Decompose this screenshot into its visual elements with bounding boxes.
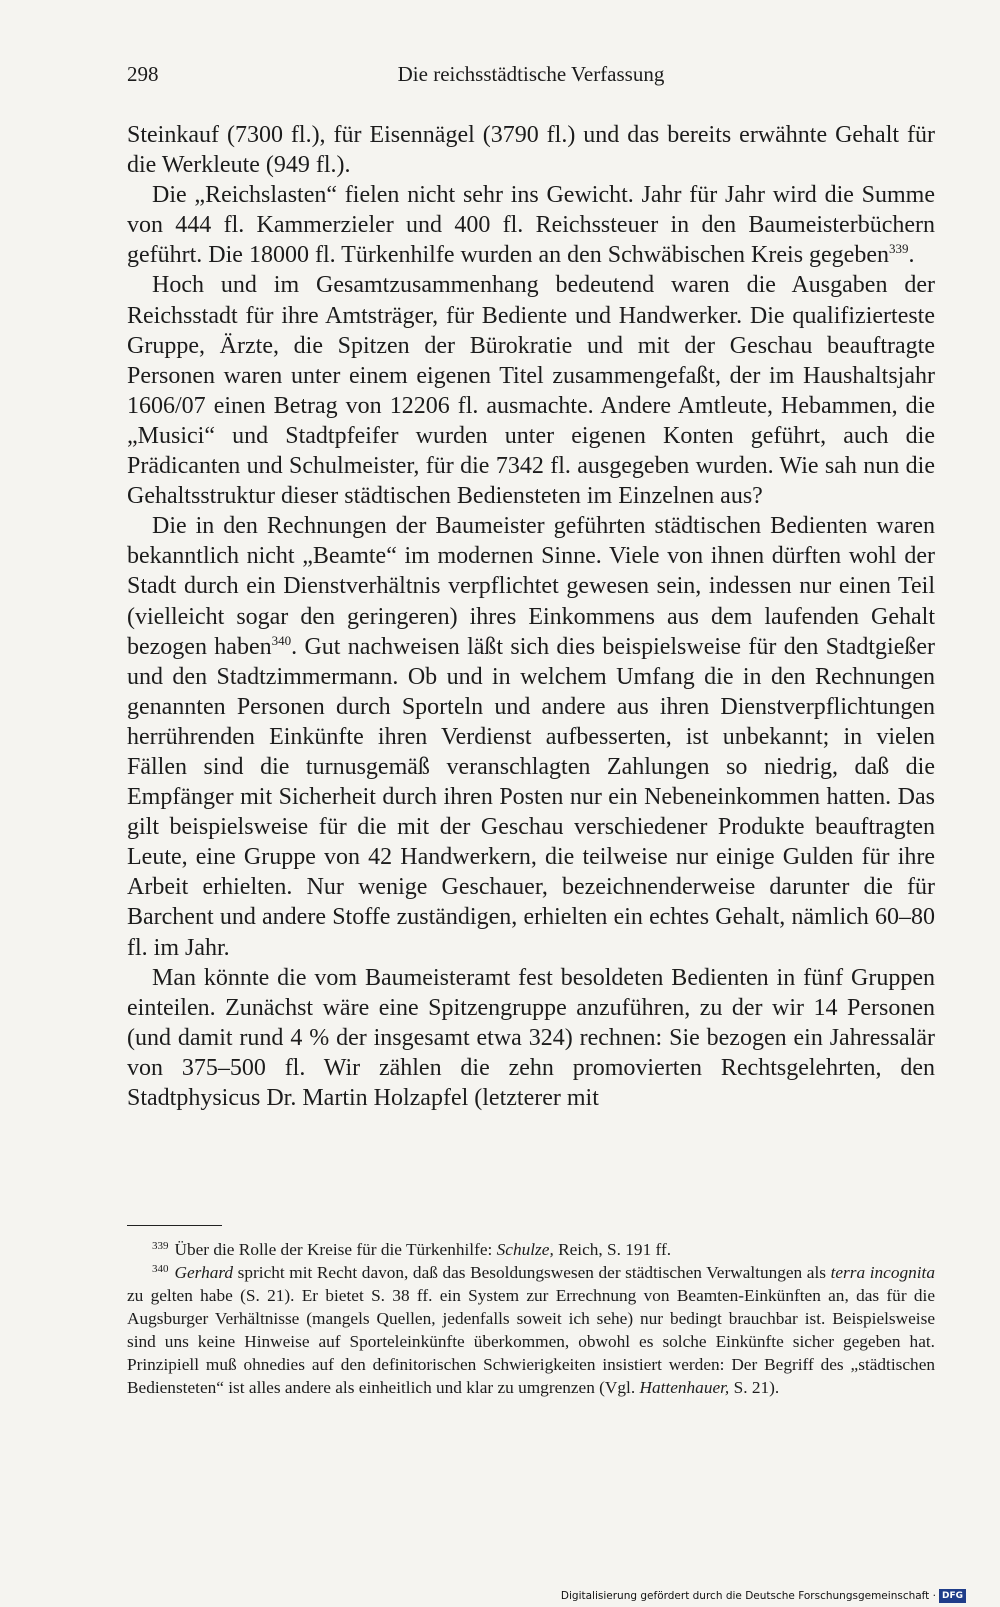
footnote-339-text-b: Reich, S. 191 ff. <box>553 1240 672 1259</box>
digitization-credit <box>561 1588 966 1604</box>
paragraph-2 <box>127 180 935 270</box>
paragraph-2-text: Die „Reichslasten“ fielen nicht sehr ins Gewicht. Jahr für Jahr wird die Summe von 444 fl. Kammerzieler und 400 fl. Reichssteuer in den Baumeisterbüchern geführt. Die 18000 fl. Türkenhilfe wurden an den Schwäbischen Kreis gegeben <box>127 182 935 269</box>
footnote-340-author-2: Hattenhauer, <box>639 1378 730 1397</box>
footnote-339 <box>127 1238 935 1261</box>
footnote-340-text-a: spricht mit Recht davon, daß das Besoldungswesen der städtischen Verwaltungen als <box>233 1263 831 1282</box>
footnote-ref-339[interactable]: 339 <box>889 241 909 257</box>
paragraph-3: Hoch und im Gesamtzusammenhang bedeutend waren die Ausgaben der Reichsstadt für ihre Amtsträger, für Bediente und Handwerker. Die qualifizierteste Gruppe, Ärzte, die Spitzen der Bürokratie und mit der Geschau beauftragte Personen waren unter einem eigenen Titel zusammengefaßt, der im Haushaltsjahr 1606/07 einen Betrag von 12206 fl. ausmachte. Andere Amtleute, Hebammen, die „Musici“ und Stadtpfeifer wurden unter eigenen Konten geführt, auch die Prädicanten und Schulmeister, für die 7342 fl. ausgegeben wurden. Wie sah nun die Gehaltsstruktur dieser städtischen Bediensteten im Einzelnen aus? <box>127 272 935 510</box>
paragraph-1: Steinkauf (7300 fl.), für Eisennägel (3790 fl.) und das bereits erwähnte Gehalt für die Werkleute (949 fl.). <box>127 122 935 179</box>
paragraph-4 <box>127 511 935 962</box>
footnote-340-term: terra incognita <box>830 1263 935 1282</box>
footnote-339-text-a: Über die Rolle der Kreise für die Türkenhilfe: <box>174 1240 497 1259</box>
footnote-ref-340[interactable]: 340 <box>271 632 292 648</box>
paragraph-2-end: . <box>908 242 915 269</box>
footnote-number-339: 339 <box>152 1240 169 1252</box>
footnote-divider <box>127 1225 222 1226</box>
footnote-340 <box>127 1261 935 1399</box>
paragraph-4-text-a: Die in den Rechnungen der Baumeister geführten städtischen Bedienten waren bekanntlich nicht „Beamte“ im modernen Sinne. Viele von ihnen dürften wohl der Stadt durch ein Dienstverhältnis verpflichtet gewesen sein, indessen nur einen Teil (vielleicht sogar den geringeren) ihres Einkommens aus dem laufenden Gehalt bezogen haben <box>127 513 935 660</box>
footnotes <box>127 1238 935 1399</box>
body-text <box>127 120 935 1113</box>
dfg-logo: DFG <box>939 1589 966 1603</box>
page-header <box>127 62 935 92</box>
paragraph-4-text-b: . Gut nachweisen läßt sich dies beispielsweise für den Stadtgießer und den Stadtzimmermann. Ob und in welchem Umfang die in den Rechnungen genannten Personen durch Sporteln und andere aus ihren Dienstverpflichtungen herrührenden Einkünfte ihren Verdienst aufbesserten, ist unbekannt; in vielen Fällen sind die turnusgemäß veranschlagten Zahlungen so niedrig, daß die Empfänger mit Sicherheit durch ihren Posten nur ein Nebeneinkommen hatten. Das gilt beispielsweise für die mit der Geschau verschiedener Produkte beauftragten Leute, eine Gruppe von 42 Handwerkern, die teilweise nur einige Gulden für ihre Arbeit erhielten. Nur wenige Geschauer, bezeichnenderweise darunter die für Barchent und andere Stoffe zuständigen, erhielten ein echtes Gehalt, nämlich 60–80 fl. im Jahr. <box>127 633 936 961</box>
footnote-340-text-c: S. 21). <box>729 1378 780 1397</box>
footnote-339-author: Schulze, <box>496 1240 554 1259</box>
paragraph-5: Man könnte die vom Baumeisteramt fest besoldeten Bedienten in fünf Gruppen einteilen. Zunächst wäre eine Spitzengruppe anzuführen, zu der wir 14 Personen (und damit rund 4 % der insgesamt etwa 324) rechnen: Sie bezogen ein Jahressalär von 375–500 fl. Wir zählen die zehn promovierten Rechtsgelehrten, den Stadtphysicus Dr. Martin Holzapfel (letzterer mit <box>127 964 935 1111</box>
footnote-340-author: Gerhard <box>174 1263 234 1282</box>
running-title: Die reichsstädtische Verfassung <box>397 62 665 86</box>
footnote-number-340: 340 <box>152 1263 169 1275</box>
page-number: 298 <box>127 62 159 86</box>
footnote-340-text-b: zu gelten habe (S. 21). Er bietet S. 38 ff. ein System zur Errechnung von Beamten-Einkünften an, das für die Augsburger Verhältnisse (mangels Quellen, jedenfalls soweit ich sehe) nur bedingt brauchbar ist. Beispielsweise sind uns keine Hinweise auf Sporteleinkünfte überkommen, obwohl es solche Einkünfte sicher gegeben hat. Prinzipiell muß ohnedies auf den definitorischen Schwierigkeiten insistiert werden: Der Begriff des „städtischen Bediensteten“ ist alles andere als einheitlich und klar zu umgrenzen (Vgl. <box>127 1286 935 1397</box>
credit-text: Digitalisierung gefördert durch die Deutsche Forschungsgemeinschaft · <box>560 1590 936 1602</box>
